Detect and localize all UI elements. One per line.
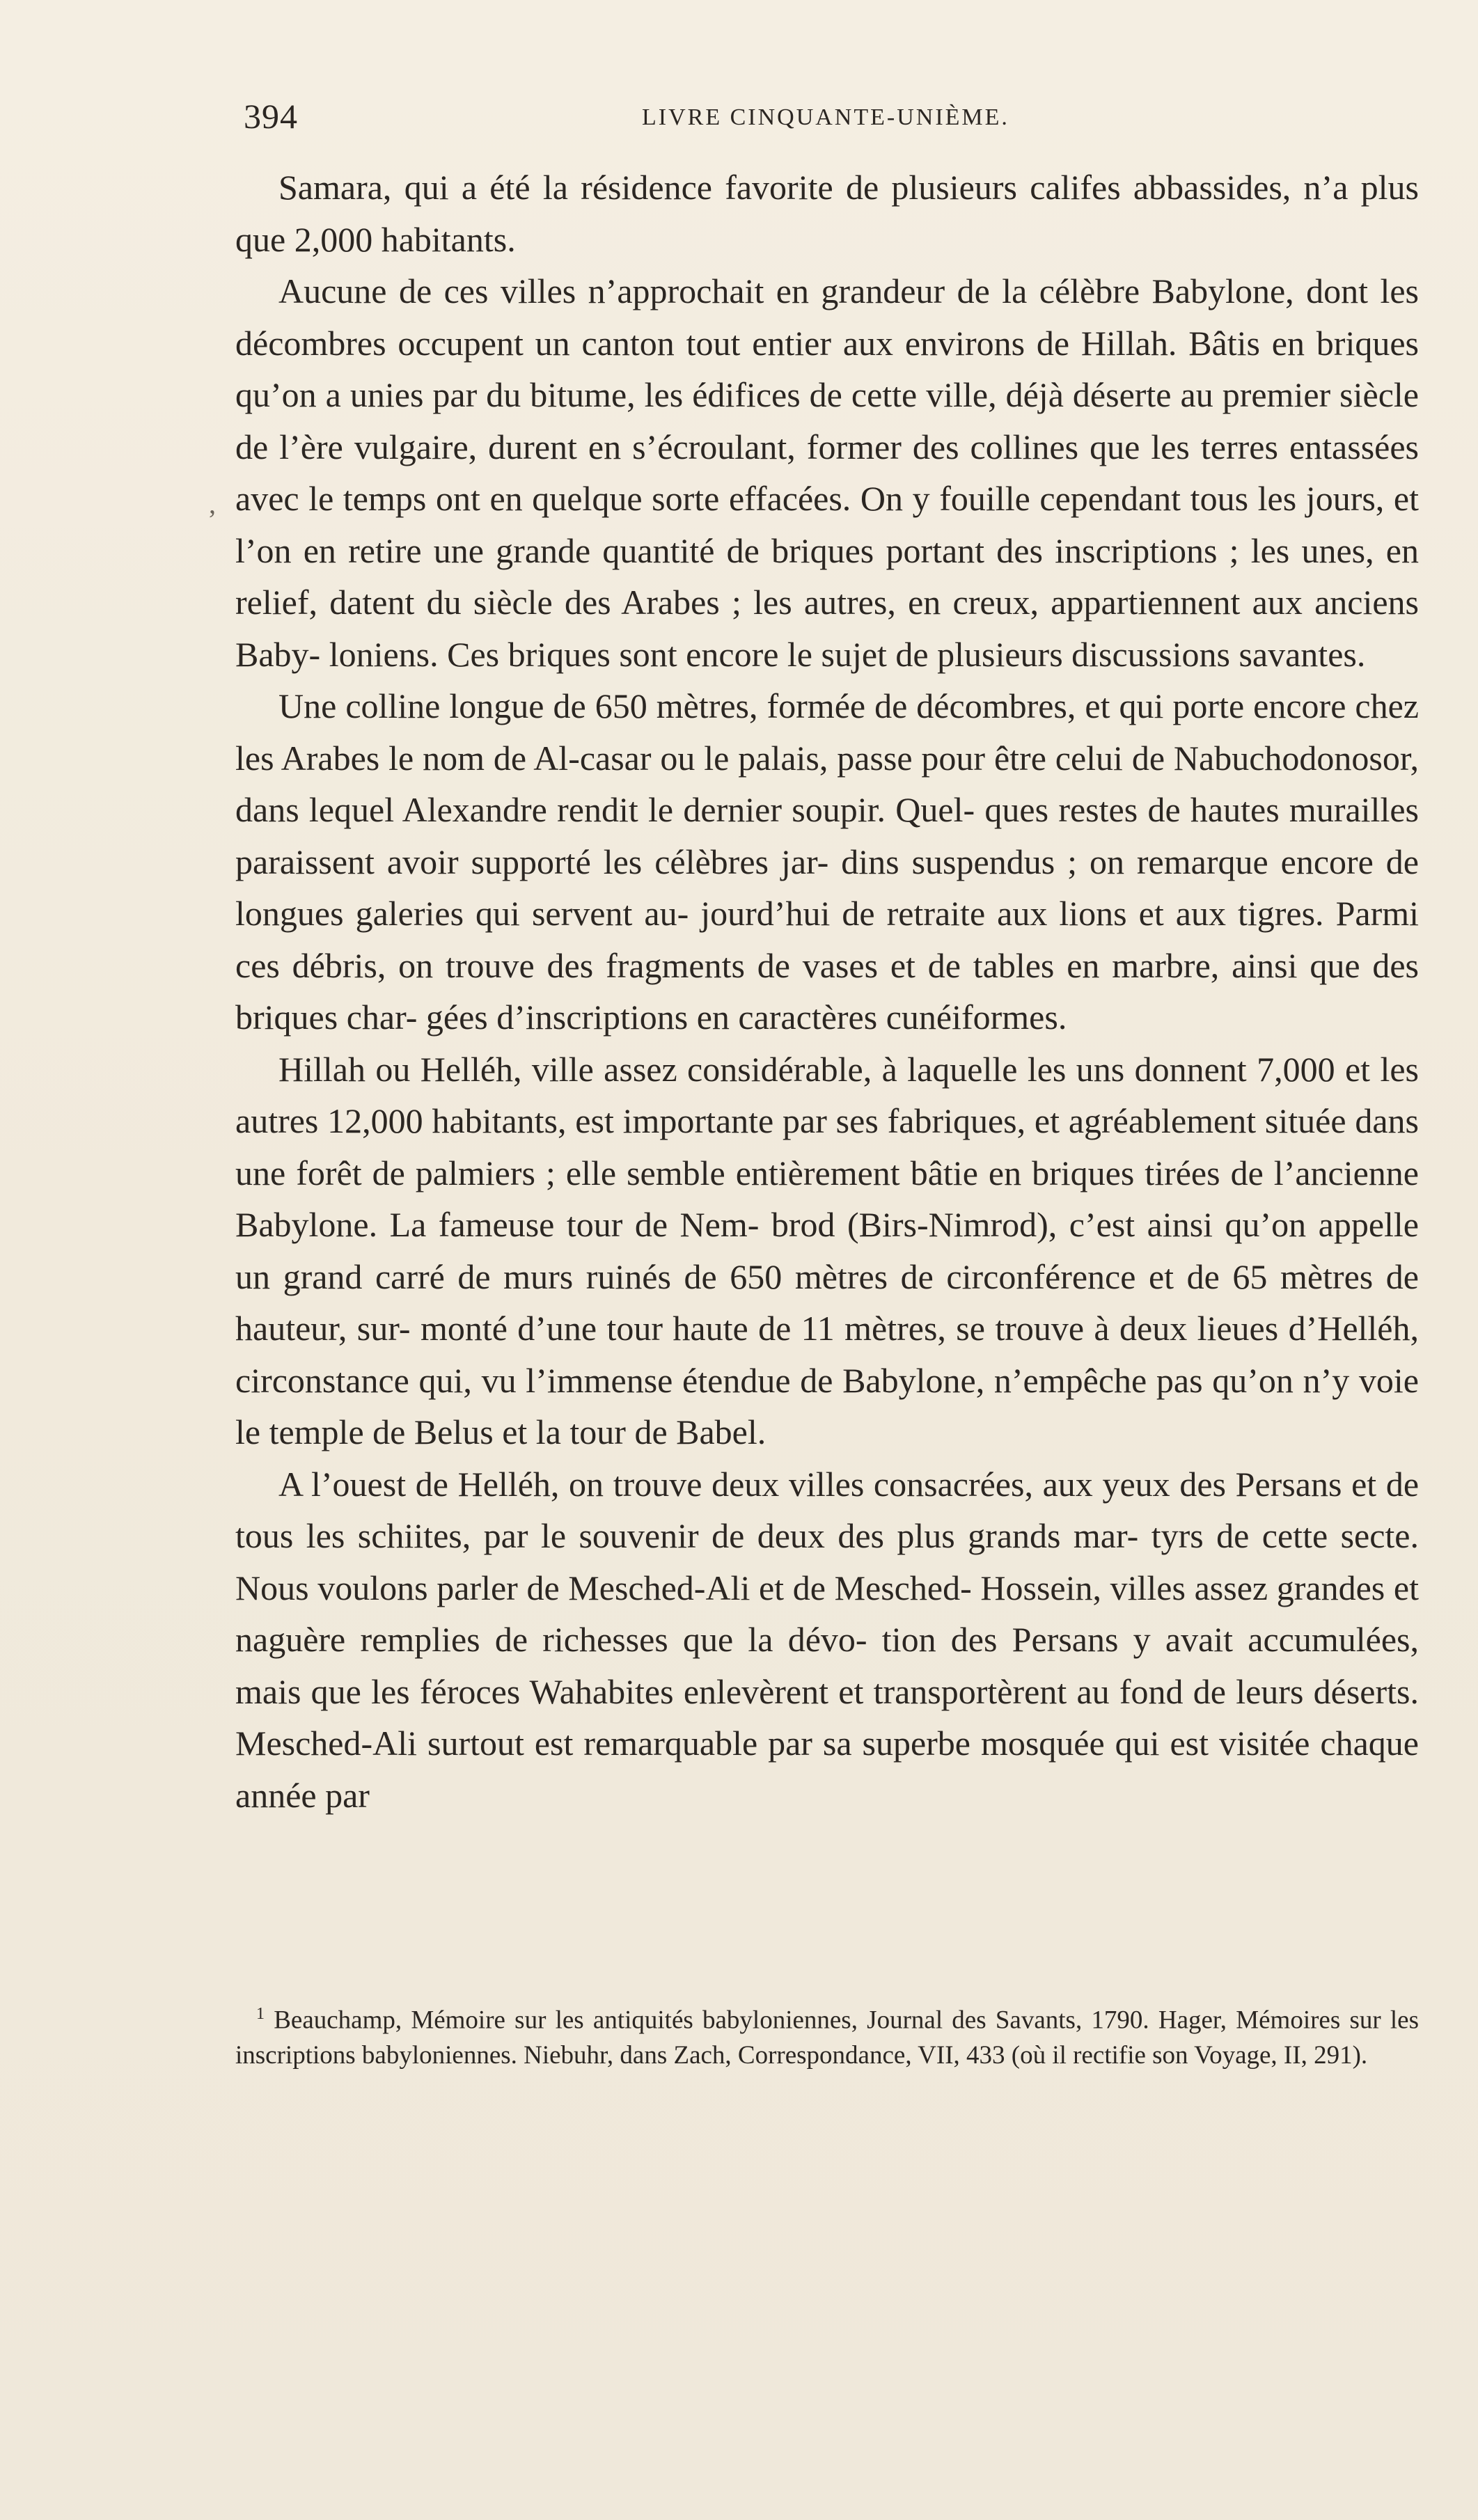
footnote-marker: 1 (256, 2005, 265, 2023)
running-head: LIVRE CINQUANTE-UNIÈME. (642, 104, 1009, 130)
paragraph-samara: Samara, qui a été la résidence favorite de plusieurs califes abbassides, n’a plus que 2,000 habitants. (235, 168, 1420, 259)
paragraph-hillah: Hillah ou Helléh, ville assez considérable, à laquelle les uns donnent 7,000 et les autres 12,000 habitants, est importante par ses fabriques, et agréablement située dans une forêt de palmiers ; elle semble entièrement bâtie en briques tirées de l’ancienne Babylone. La fameuse tour de Nem- brod (Birs-Nimrod), c’est ainsi qu’on appelle un grand carré de murs ruinés de 650 mètres de circonférence et de 65 mètres de hauteur, sur- monté d’une tour haute de 11 mètres, se trouve à deux lieues d’Helléh, circonstance qui, vu l’immense étendue de Babylone, n’empêche pas qu’on n’y voie le temple de Belus et la tour de Babel. (235, 1049, 1420, 1451)
footnote-text: Beauchamp, Mémoire sur les antiquités babyloniennes, Journal des Savants, 1790. Hager, Mémoires sur les inscriptions babyloniennes. Niebuhr, dans Zach, Correspondance, VII, 433 (où il rectifie son Voyage, II, 291). (235, 2006, 1420, 2070)
paragraph-babylone: Aucune de ces villes n’approchait en grandeur de la célèbre Babylone, dont les décombres occupent un canton tout entier aux environs de Hillah. Bâtis en briques qu’on a unies par du bitume, les édifices de cette ville, déjà déserte au premier siècle de l’ère vulgaire, durent en s’écroulant, former des collines que les terres entassées avec le temps ont en quelque sorte effacées. On y fouille cependant tous les jours, et l’on en retire une grande quantité de briques portant des inscriptions ; les unes, en relief, datent du siècle des Arabes ; les autres, en creux, appartiennent aux anciens Baby- loniens. Ces briques sont encore le sujet de plusieurs discussions savantes. (235, 271, 1420, 674)
margin-mark: , (209, 488, 216, 519)
page-header (237, 96, 1420, 145)
paragraph-mesched: A l’ouest de Helléh, on trouve deux villes consacrées, aux yeux des Persans et de tous les schiites, par le souvenir de deux des plus grands mar- tyrs de cette secte. Nous voulons parler de Mesched-Ali et de Mesched- Hossein, villes assez grandes et naguère remplies de richesses que la dévo- tion des Persans y avait accumulées, mais que les féroces Wahabites enlevèrent et transportèrent au fond de leurs déserts. Mesched-Ali surtout est remarquable par sa superbe mosquée qui est visitée chaque année par (235, 1464, 1420, 1815)
body-text (235, 162, 1419, 1821)
footnote (235, 1997, 1419, 2073)
paragraph-al-casar: Une colline longue de 650 mètres, formée de décombres, et qui porte encore chez les Arabes le nom de Al-casar ou le palais, passe pour être celui de Nabuchodonosor, dans lequel Alexandre rendit le dernier soupir. Quel- ques restes de hautes murailles paraissent avoir supporté les célèbres jar- dins suspendus ; on remarque encore de longues galeries qui servent au- jourd’hui de retraite aux lions et aux tigres. Parmi ces débris, on trouve des fragments de vases et de tables en marbre, ainsi que des briques char- gées d’inscriptions en caractères cunéiformes. (235, 686, 1420, 1037)
page-number: 394 (244, 97, 298, 136)
